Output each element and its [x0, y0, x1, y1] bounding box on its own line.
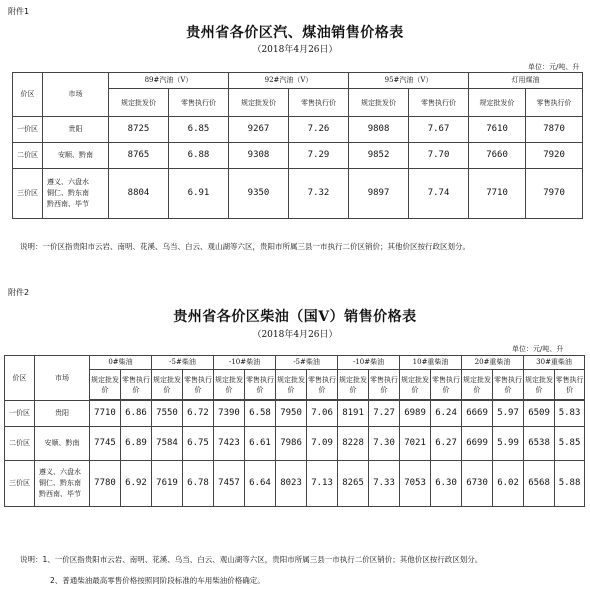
header-region: 价区: [13, 73, 43, 117]
price-cell: 6.30: [431, 461, 462, 507]
subheader-retail: 零售执行价: [526, 89, 583, 117]
header-region: 价区: [5, 356, 35, 401]
region-cell: 二价区: [13, 143, 43, 169]
diesel-price-table: [4, 355, 585, 507]
price-cell: 7710: [90, 401, 121, 427]
price-cell: 7.06: [307, 401, 338, 427]
price-cell: 8265: [338, 461, 369, 507]
price-cell: 7870: [526, 117, 583, 143]
subheader-wholesale: 规定批发价: [400, 370, 431, 400]
market-cell: 安顺、黔南: [43, 143, 109, 169]
price-cell: 7619: [152, 461, 183, 507]
price-cell: 6.85: [169, 117, 229, 143]
market-cell: 贵阳: [43, 117, 109, 143]
price-cell: 7.26: [289, 117, 349, 143]
price-cell: 6.78: [183, 461, 214, 507]
price-cell: 8725: [109, 117, 169, 143]
subheader-retail: 零售执行价: [307, 370, 338, 400]
price-cell: 6.02: [493, 461, 524, 507]
price-cell: 6.91: [169, 169, 229, 219]
price-cell: 6.61: [245, 427, 276, 461]
subheader-wholesale: 规定批发价: [338, 370, 369, 400]
price-cell: 7457: [214, 461, 245, 507]
price-cell: 8023: [276, 461, 307, 507]
table2-note-1: 说明：1、一价区指贵阳市云岩、南明、花溪、乌当、白云、观山湖等六区，贵阳市所属三县一市执行二价区销价；其他价区按行政区划分。: [20, 555, 483, 564]
header-product: 92#汽油（Ⅴ）: [229, 73, 349, 89]
table1-unit: 单位：元/吨、升: [528, 63, 580, 71]
price-cell: 6.58: [245, 401, 276, 427]
price-cell: 7745: [90, 427, 121, 461]
table2-date: （2018年4月26日）: [252, 330, 338, 340]
header-product: 30#重柴油: [524, 356, 585, 370]
price-cell: 7053: [400, 461, 431, 507]
market-cell: 安顺、黔南: [35, 427, 90, 461]
region-cell: 一价区: [13, 117, 43, 143]
price-cell: 6568: [524, 461, 555, 507]
price-cell: 6538: [524, 427, 555, 461]
price-cell: 5.99: [493, 427, 524, 461]
price-cell: 5.97: [493, 401, 524, 427]
price-cell: 9267: [229, 117, 289, 143]
subheader-retail: 零售执行价: [369, 370, 400, 400]
region-cell: 三价区: [13, 169, 43, 219]
price-cell: 7710: [469, 169, 526, 219]
price-cell: 7.33: [369, 461, 400, 507]
price-cell: 9308: [229, 143, 289, 169]
price-cell: 7970: [526, 169, 583, 219]
subheader-wholesale: 规定批发价: [469, 89, 526, 117]
subheader-retail: 零售执行价: [169, 89, 229, 117]
subheader-wholesale: 规定批发价: [109, 89, 169, 117]
region-cell: 一价区: [5, 401, 35, 427]
price-cell: 7550: [152, 401, 183, 427]
table-row: [5, 461, 585, 507]
table2-unit: 单位：元/吨、升: [512, 345, 564, 353]
subheader-retail: 零售执行价: [289, 89, 349, 117]
subheader-wholesale: 规定批发价: [276, 370, 307, 400]
subheader-wholesale: 规定批发价: [229, 89, 289, 117]
header-product: -5#柴油: [276, 356, 338, 370]
market-cell: 遵义、六盘水 铜仁、黔东南 黔西南、毕节: [43, 169, 109, 219]
table-row: [5, 427, 585, 461]
price-cell: 7.32: [289, 169, 349, 219]
price-cell: 6730: [462, 461, 493, 507]
header-product: 20#重柴油: [462, 356, 524, 370]
price-cell: 7.70: [409, 143, 469, 169]
price-cell: 6509: [524, 401, 555, 427]
price-cell: 6669: [462, 401, 493, 427]
price-cell: 7423: [214, 427, 245, 461]
annex-label-2: 附件2: [8, 288, 30, 297]
price-cell: 9897: [349, 169, 409, 219]
table1-title: 贵州省各价区汽、煤油销售价格表: [186, 25, 404, 41]
header-product: 灯用煤油: [469, 73, 583, 89]
price-cell: 5.85: [555, 427, 585, 461]
subheader-wholesale: 规定批发价: [524, 370, 555, 400]
price-cell: 7.29: [289, 143, 349, 169]
price-cell: 7920: [526, 143, 583, 169]
price-cell: 6.89: [121, 427, 152, 461]
subheader-retail: 零售执行价: [555, 370, 585, 400]
subheader-retail: 零售执行价: [121, 370, 152, 400]
price-cell: 7.67: [409, 117, 469, 143]
header-product: 89#汽油（Ⅴ）: [109, 73, 229, 89]
price-cell: 7660: [469, 143, 526, 169]
table-row: [5, 401, 585, 427]
price-cell: 6.88: [169, 143, 229, 169]
subheader-wholesale: 规定批发价: [214, 370, 245, 400]
gasoline-price-table: [12, 72, 583, 219]
price-cell: 7.74: [409, 169, 469, 219]
price-cell: 8804: [109, 169, 169, 219]
price-cell: 9808: [349, 117, 409, 143]
price-cell: 7610: [469, 117, 526, 143]
region-cell: 三价区: [5, 461, 35, 507]
price-cell: 7.09: [307, 427, 338, 461]
header-product: 10#重柴油: [400, 356, 462, 370]
price-cell: 6699: [462, 427, 493, 461]
region-cell: 二价区: [5, 427, 35, 461]
price-cell: 6989: [400, 401, 431, 427]
subheader-wholesale: 规定批发价: [462, 370, 493, 400]
table2-title: 贵州省各价区柴油（国Ⅴ）销售价格表: [173, 309, 417, 325]
subheader-wholesale: 规定批发价: [349, 89, 409, 117]
market-cell: 贵阳: [35, 401, 90, 427]
price-cell: 7584: [152, 427, 183, 461]
price-cell: 9852: [349, 143, 409, 169]
table-row: [13, 117, 583, 143]
price-cell: 7390: [214, 401, 245, 427]
price-cell: 6.75: [183, 427, 214, 461]
subheader-wholesale: 规定批发价: [90, 370, 121, 400]
price-cell: 8765: [109, 143, 169, 169]
subheader-retail: 零售执行价: [409, 89, 469, 117]
market-cell: 遵义、六盘水 铜仁、黔东南 黔西南、毕节: [35, 461, 90, 507]
price-cell: 6.86: [121, 401, 152, 427]
price-cell: 7.27: [369, 401, 400, 427]
price-cell: 5.83: [555, 401, 585, 427]
price-cell: 7021: [400, 427, 431, 461]
price-cell: 6.64: [245, 461, 276, 507]
table-row: [13, 169, 583, 219]
table-row: [13, 143, 583, 169]
subheader-retail: 零售执行价: [245, 370, 276, 400]
price-cell: 7986: [276, 427, 307, 461]
subheader-wholesale: 规定批发价: [152, 370, 183, 400]
price-cell: 7780: [90, 461, 121, 507]
table1-date: （2018年4月26日）: [252, 45, 338, 55]
subheader-retail: 零售执行价: [183, 370, 214, 400]
price-cell: 9350: [229, 169, 289, 219]
annex-label-1: 附件1: [8, 7, 30, 16]
price-cell: 6.72: [183, 401, 214, 427]
subheader-retail: 零售执行价: [493, 370, 524, 400]
price-cell: 5.88: [555, 461, 585, 507]
price-cell: 7950: [276, 401, 307, 427]
header-product: -10#柴油: [338, 356, 400, 370]
header-market: 市场: [35, 356, 90, 401]
header-product: -10#柴油: [214, 356, 276, 370]
price-cell: 6.92: [121, 461, 152, 507]
table1-note: 说明：一价区指贵阳市云岩、南明、花溪、乌当、白云、观山湖等六区，贵阳市所属三县一市执行二价区销价；其他价区按行政区划分。: [20, 242, 470, 251]
price-cell: 8191: [338, 401, 369, 427]
price-cell: 6.27: [431, 427, 462, 461]
header-market: 市场: [43, 73, 109, 117]
price-cell: 6.24: [431, 401, 462, 427]
header-product: -5#柴油: [152, 356, 214, 370]
price-cell: 7.13: [307, 461, 338, 507]
header-product: 0#柴油: [90, 356, 152, 370]
price-cell: 8228: [338, 427, 369, 461]
header-product: 95#汽油（Ⅴ）: [349, 73, 469, 89]
table2-note-2: 2、普通柴油最高零售价格按照同阶段标准的车用柴油价格确定。: [50, 576, 265, 585]
subheader-retail: 零售执行价: [431, 370, 462, 400]
price-cell: 7.30: [369, 427, 400, 461]
